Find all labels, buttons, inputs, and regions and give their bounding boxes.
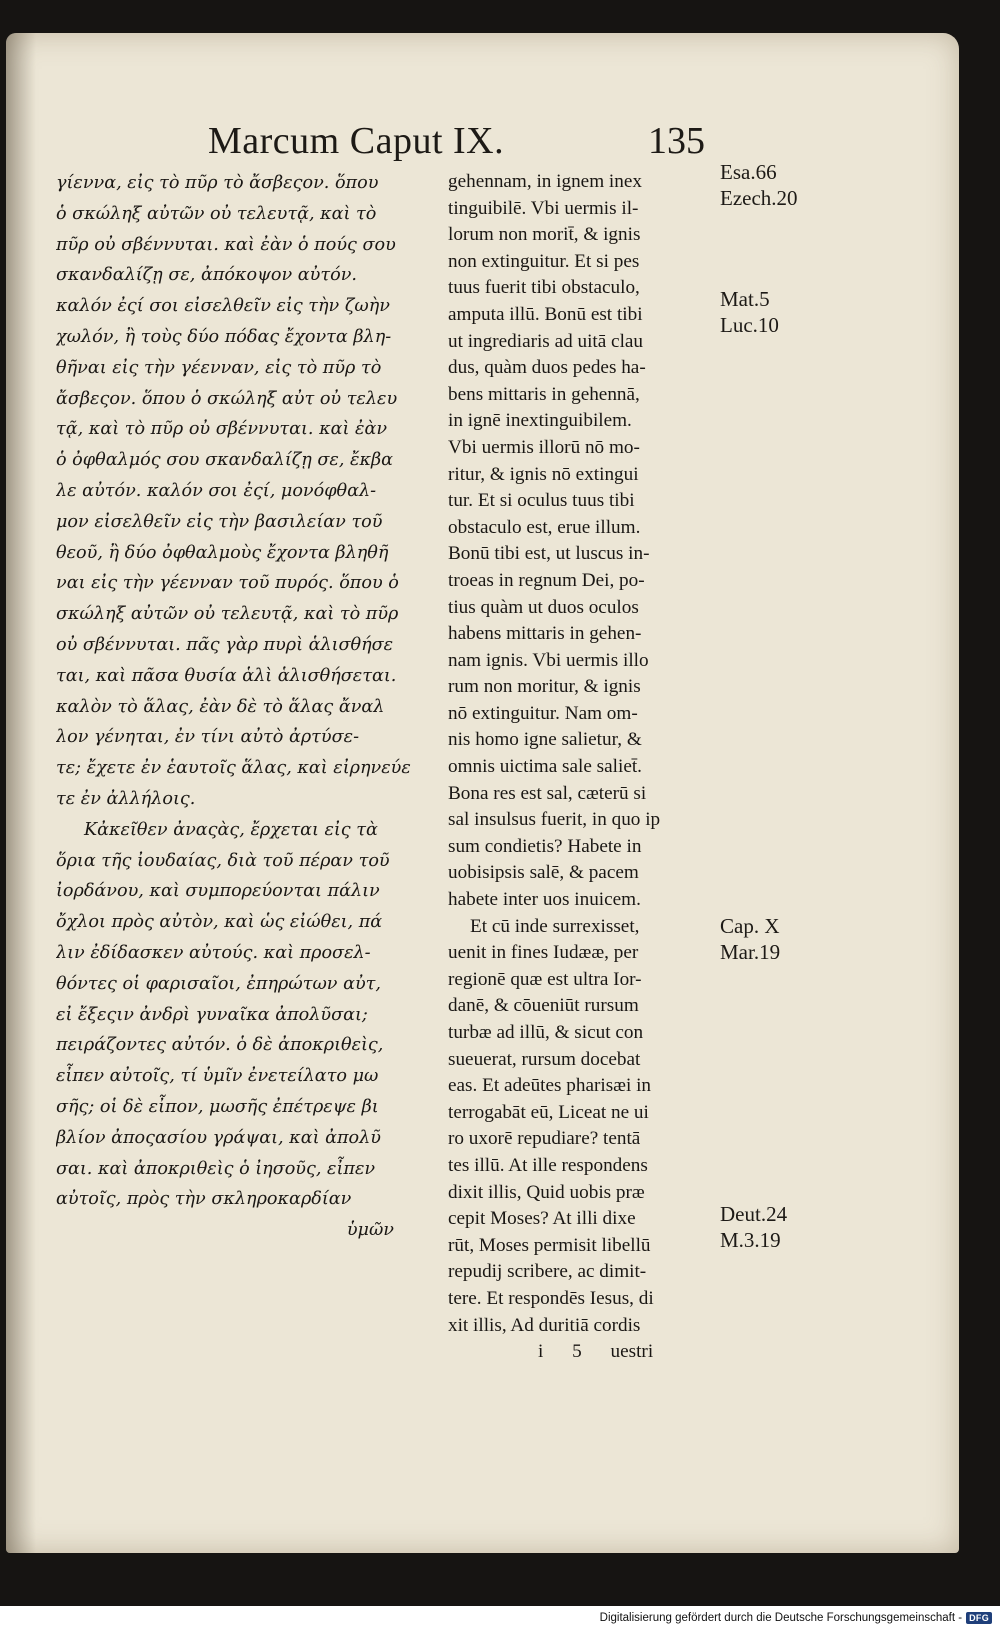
greek-line: ἄσβεςον. ὅπου ὁ σκώληξ αὐτ οὐ τελευ bbox=[56, 388, 398, 409]
latin-line: bens mittaris in gehennā, bbox=[448, 383, 640, 405]
catchword: ὑμῶν bbox=[346, 1220, 394, 1241]
page-number: 135 bbox=[648, 120, 705, 162]
latin-line: obstaculo est, erue illum. bbox=[448, 516, 641, 538]
greek-line: θεοῦ, ἢ δύο ὀφθαλμοὺς ἔχοντα βληθῆ bbox=[56, 542, 389, 563]
latin-line: troeas in regnum Dei, po- bbox=[448, 569, 645, 591]
latin-line: Et cū inde surrexisset, bbox=[470, 915, 640, 937]
margin-note-line: Mar.19 bbox=[720, 940, 781, 964]
greek-line: σκώληξ αὐτῶν οὐ τελευτᾷ, καὶ τὸ πῦρ bbox=[56, 604, 399, 625]
latin-line: tuus fuerit tibi obstaculo, bbox=[448, 277, 640, 299]
greek-line: οὐ σβέννυται. πᾶς γὰρ πυρὶ ἁλισθήσε bbox=[56, 634, 394, 655]
dfg-logo: DFG bbox=[966, 1612, 992, 1624]
greek-line: θόντες οἱ φαρισαῖοι, ἐπηρώτων αὐτ, bbox=[56, 973, 381, 994]
margin-note-line: Deut.24 bbox=[720, 1202, 788, 1226]
greek-line: σαι. καὶ ἀποκριθεὶς ὁ ἰησοῦς, εἶπεν bbox=[56, 1158, 376, 1179]
latin-line: sueuerat, rursum docebat bbox=[448, 1048, 641, 1070]
latin-line: dixit illis, Quid uobis præ bbox=[448, 1181, 645, 1203]
greek-line: ὁ σκώληξ αὐτῶν οὐ τελευτᾷ, καὶ τὸ bbox=[56, 203, 377, 224]
latin-line: xit illis, Ad duritiā cordis bbox=[448, 1314, 641, 1336]
greek-line: ὁ ὀφθαλμός σου σκανδαλίζῃ σε, ἔκβα bbox=[56, 450, 394, 471]
latin-line: eas. Et adeūtes pharisæi in bbox=[448, 1075, 652, 1097]
margin-note-line: Ezech.20 bbox=[720, 186, 798, 210]
greek-line: πειράζοντες αὐτόν. ὁ δὲ ἀποκριθεὶς, bbox=[56, 1035, 384, 1056]
latin-line: tius quàm ut duos oculos bbox=[448, 596, 639, 618]
latin-line: sum condietis? Habete in bbox=[448, 835, 642, 857]
latin-line: amputa illū. Bonū est tibi bbox=[448, 303, 643, 325]
greek-line: γίεννα, εἰς τὸ πῦρ τὸ ἄσβεςον. ὅπου bbox=[56, 173, 379, 193]
latin-line: lorum non morit̄, & ignis bbox=[448, 224, 641, 246]
latin-line: in ignē inextinguibilem. bbox=[448, 410, 632, 432]
margin-note-line: M.3.19 bbox=[720, 1228, 781, 1252]
margin-note-1 bbox=[720, 159, 798, 211]
margin-note-line: Esa.66 bbox=[720, 160, 777, 184]
latin-line: tinguibilē. Vbi uermis il- bbox=[448, 197, 639, 219]
margin-note-line: Cap. X bbox=[720, 914, 780, 938]
latin-line: Bonū tibi est, ut luscus in- bbox=[448, 543, 650, 565]
greek-line: μον εἰσελθεῖν εἰς τὴν βασιλείαν τοῦ bbox=[56, 511, 383, 532]
latin-line: gehennam, in ignem inex bbox=[448, 171, 642, 192]
greek-line: λον γένηται, ἐν τίνι αὐτὸ ἀρτύσε- bbox=[56, 727, 360, 748]
margin-note-3 bbox=[720, 913, 780, 965]
latin-line: sal insulsus fuerit, in quo ip bbox=[448, 809, 661, 831]
latin-line: non extinguitur. Et si pes bbox=[448, 250, 640, 272]
latin-line: terrogabāt eū, Liceat ne ui bbox=[448, 1101, 649, 1123]
greek-line: ται, καὶ πᾶσα θυσία ἁλὶ ἁλισθήσεται. bbox=[56, 665, 397, 686]
latin-line: ut ingrediaris ad uitā clau bbox=[448, 330, 644, 352]
greek-line: καλὸν τὸ ἅλας, ἐὰν δὲ τὸ ἅλας ἄναλ bbox=[56, 696, 385, 717]
latin-line: nam ignis. Vbi uermis illo bbox=[448, 649, 649, 671]
book-page bbox=[6, 33, 959, 1553]
greek-line: εἰ ἔξεςιν ἀνδρὶ γυναῖκα ἀπολῦσαι; bbox=[56, 1004, 368, 1025]
latin-line: rum non moritur, & ignis bbox=[448, 676, 641, 698]
signature-and-catchword: i 5 uestri bbox=[538, 1341, 654, 1363]
latin-line: nō extinguitur. Nam om- bbox=[448, 702, 638, 724]
margin-note-4 bbox=[720, 1201, 787, 1253]
greek-line: ναι εἰς τὴν γέενναν τοῦ πυρός. ὅπου ὁ bbox=[56, 573, 399, 594]
greek-line: Κἀκεῖθεν ἀναςὰς, ἔρχεται εἰς τὰ bbox=[84, 819, 378, 840]
greek-line: λε αὐτόν. καλόν σοι ἐςί, μονόφθαλ- bbox=[56, 480, 377, 501]
greek-line: τᾷ, καὶ τὸ πῦρ οὐ σβέννυται. καὶ ἐὰν bbox=[56, 419, 388, 440]
latin-line: danē, & cōueniūt rursum bbox=[448, 995, 639, 1017]
latin-line: Vbi uermis illorū nō mo- bbox=[448, 436, 640, 458]
latin-line: uenit in fines Iudææ, per bbox=[448, 942, 639, 964]
latin-text-column bbox=[448, 169, 716, 1366]
latin-line: nis homo igne salietur, & bbox=[448, 729, 642, 751]
greek-line: τε ἐν ἀλλήλοις. bbox=[56, 788, 196, 809]
greek-line: εἶπεν αὐτοῖς, τί ὑμῖν ἐνετείλατο μω bbox=[56, 1066, 379, 1087]
latin-line: tur. Et si oculus tuus tibi bbox=[448, 490, 635, 512]
greek-line: ὄχλοι πρὸς αὐτὸν, καὶ ὡς εἰώθει, πά bbox=[56, 912, 383, 933]
latin-line: habens mittaris in gehen- bbox=[448, 623, 642, 645]
greek-line: χωλόν, ἢ τοὺς δύο πόδας ἔχοντα βλη- bbox=[56, 326, 392, 347]
greek-line: λιν ἐδίδασκεν αὐτούς. καὶ προσελ- bbox=[56, 942, 371, 963]
margin-note-line: Mat.5 bbox=[720, 287, 770, 311]
latin-line: regionē quæ est ultra Ior- bbox=[448, 968, 642, 990]
latin-line: cepit Moses? At illi dixe bbox=[448, 1208, 636, 1230]
latin-line: repudij scribere, ac dimit- bbox=[448, 1261, 647, 1283]
greek-line: σκανδαλίζῃ σε, ἀπόκοψον αὐτόν. bbox=[56, 265, 357, 286]
margin-note-line: Luc.10 bbox=[720, 313, 779, 337]
greek-line: βλίον ἀποςασίου γράψαι, καὶ ἀπολῦ bbox=[56, 1127, 381, 1148]
greek-line: αὐτοῖς, πρὸς τὴν σκληροκαρδίαν bbox=[56, 1189, 352, 1210]
latin-line: turbæ ad illū, & sicut con bbox=[448, 1022, 644, 1043]
latin-line: uobisipsis salē, & pacem bbox=[448, 862, 639, 884]
digitization-credit bbox=[600, 1612, 992, 1624]
latin-line: tes illū. At ille respondens bbox=[448, 1154, 648, 1176]
greek-line: πῦρ οὐ σβέννυται. καὶ ἐὰν ὁ πούς σου bbox=[56, 234, 396, 255]
latin-line: omnis uictima sale saliet̄. bbox=[448, 756, 642, 778]
latin-line: habete inter uos inuicem. bbox=[448, 889, 641, 911]
credit-text: Digitalisierung gefördert durch die Deutsche Forschungsgemeinschaft - bbox=[599, 1612, 963, 1624]
latin-line: Bona res est sal, cæterū si bbox=[448, 782, 647, 804]
latin-line: ro uxorē repudiare? tentā bbox=[448, 1128, 641, 1150]
greek-line: σῆς; οἱ δὲ εἶπον, μωσῆς ἐπέτρεψε βι bbox=[56, 1096, 379, 1117]
latin-line: rūt, Moses permisit libellū bbox=[448, 1234, 651, 1256]
greek-line: ὅρια τῆς ἰουδαίας, διὰ τοῦ πέραν τοῦ bbox=[56, 850, 390, 871]
latin-line: dus, quàm duos pedes ha- bbox=[448, 357, 646, 379]
greek-line: τε; ἔχετε ἐν ἑαυτοῖς ἅλας, καὶ εἰρηνεύε bbox=[56, 758, 411, 779]
greek-line: ἰορδάνου, καὶ συμπορεύονται πάλιν bbox=[56, 881, 380, 902]
greek-text-column bbox=[56, 168, 424, 1246]
latin-line: ritur, & ignis nō extingui bbox=[448, 463, 639, 485]
latin-line: tere. Et respondēs Iesus, di bbox=[448, 1287, 654, 1309]
greek-line: καλόν ἐςί σοι εἰσελθεῖν εἰς τὴν ζωὴν bbox=[56, 296, 390, 317]
greek-line: θῆναι εἰς τὴν γέενναν, εἰς τὸ πῦρ τὸ bbox=[56, 357, 382, 378]
margin-note-2 bbox=[720, 286, 779, 338]
running-head: Marcum Caput IX. bbox=[208, 120, 505, 162]
